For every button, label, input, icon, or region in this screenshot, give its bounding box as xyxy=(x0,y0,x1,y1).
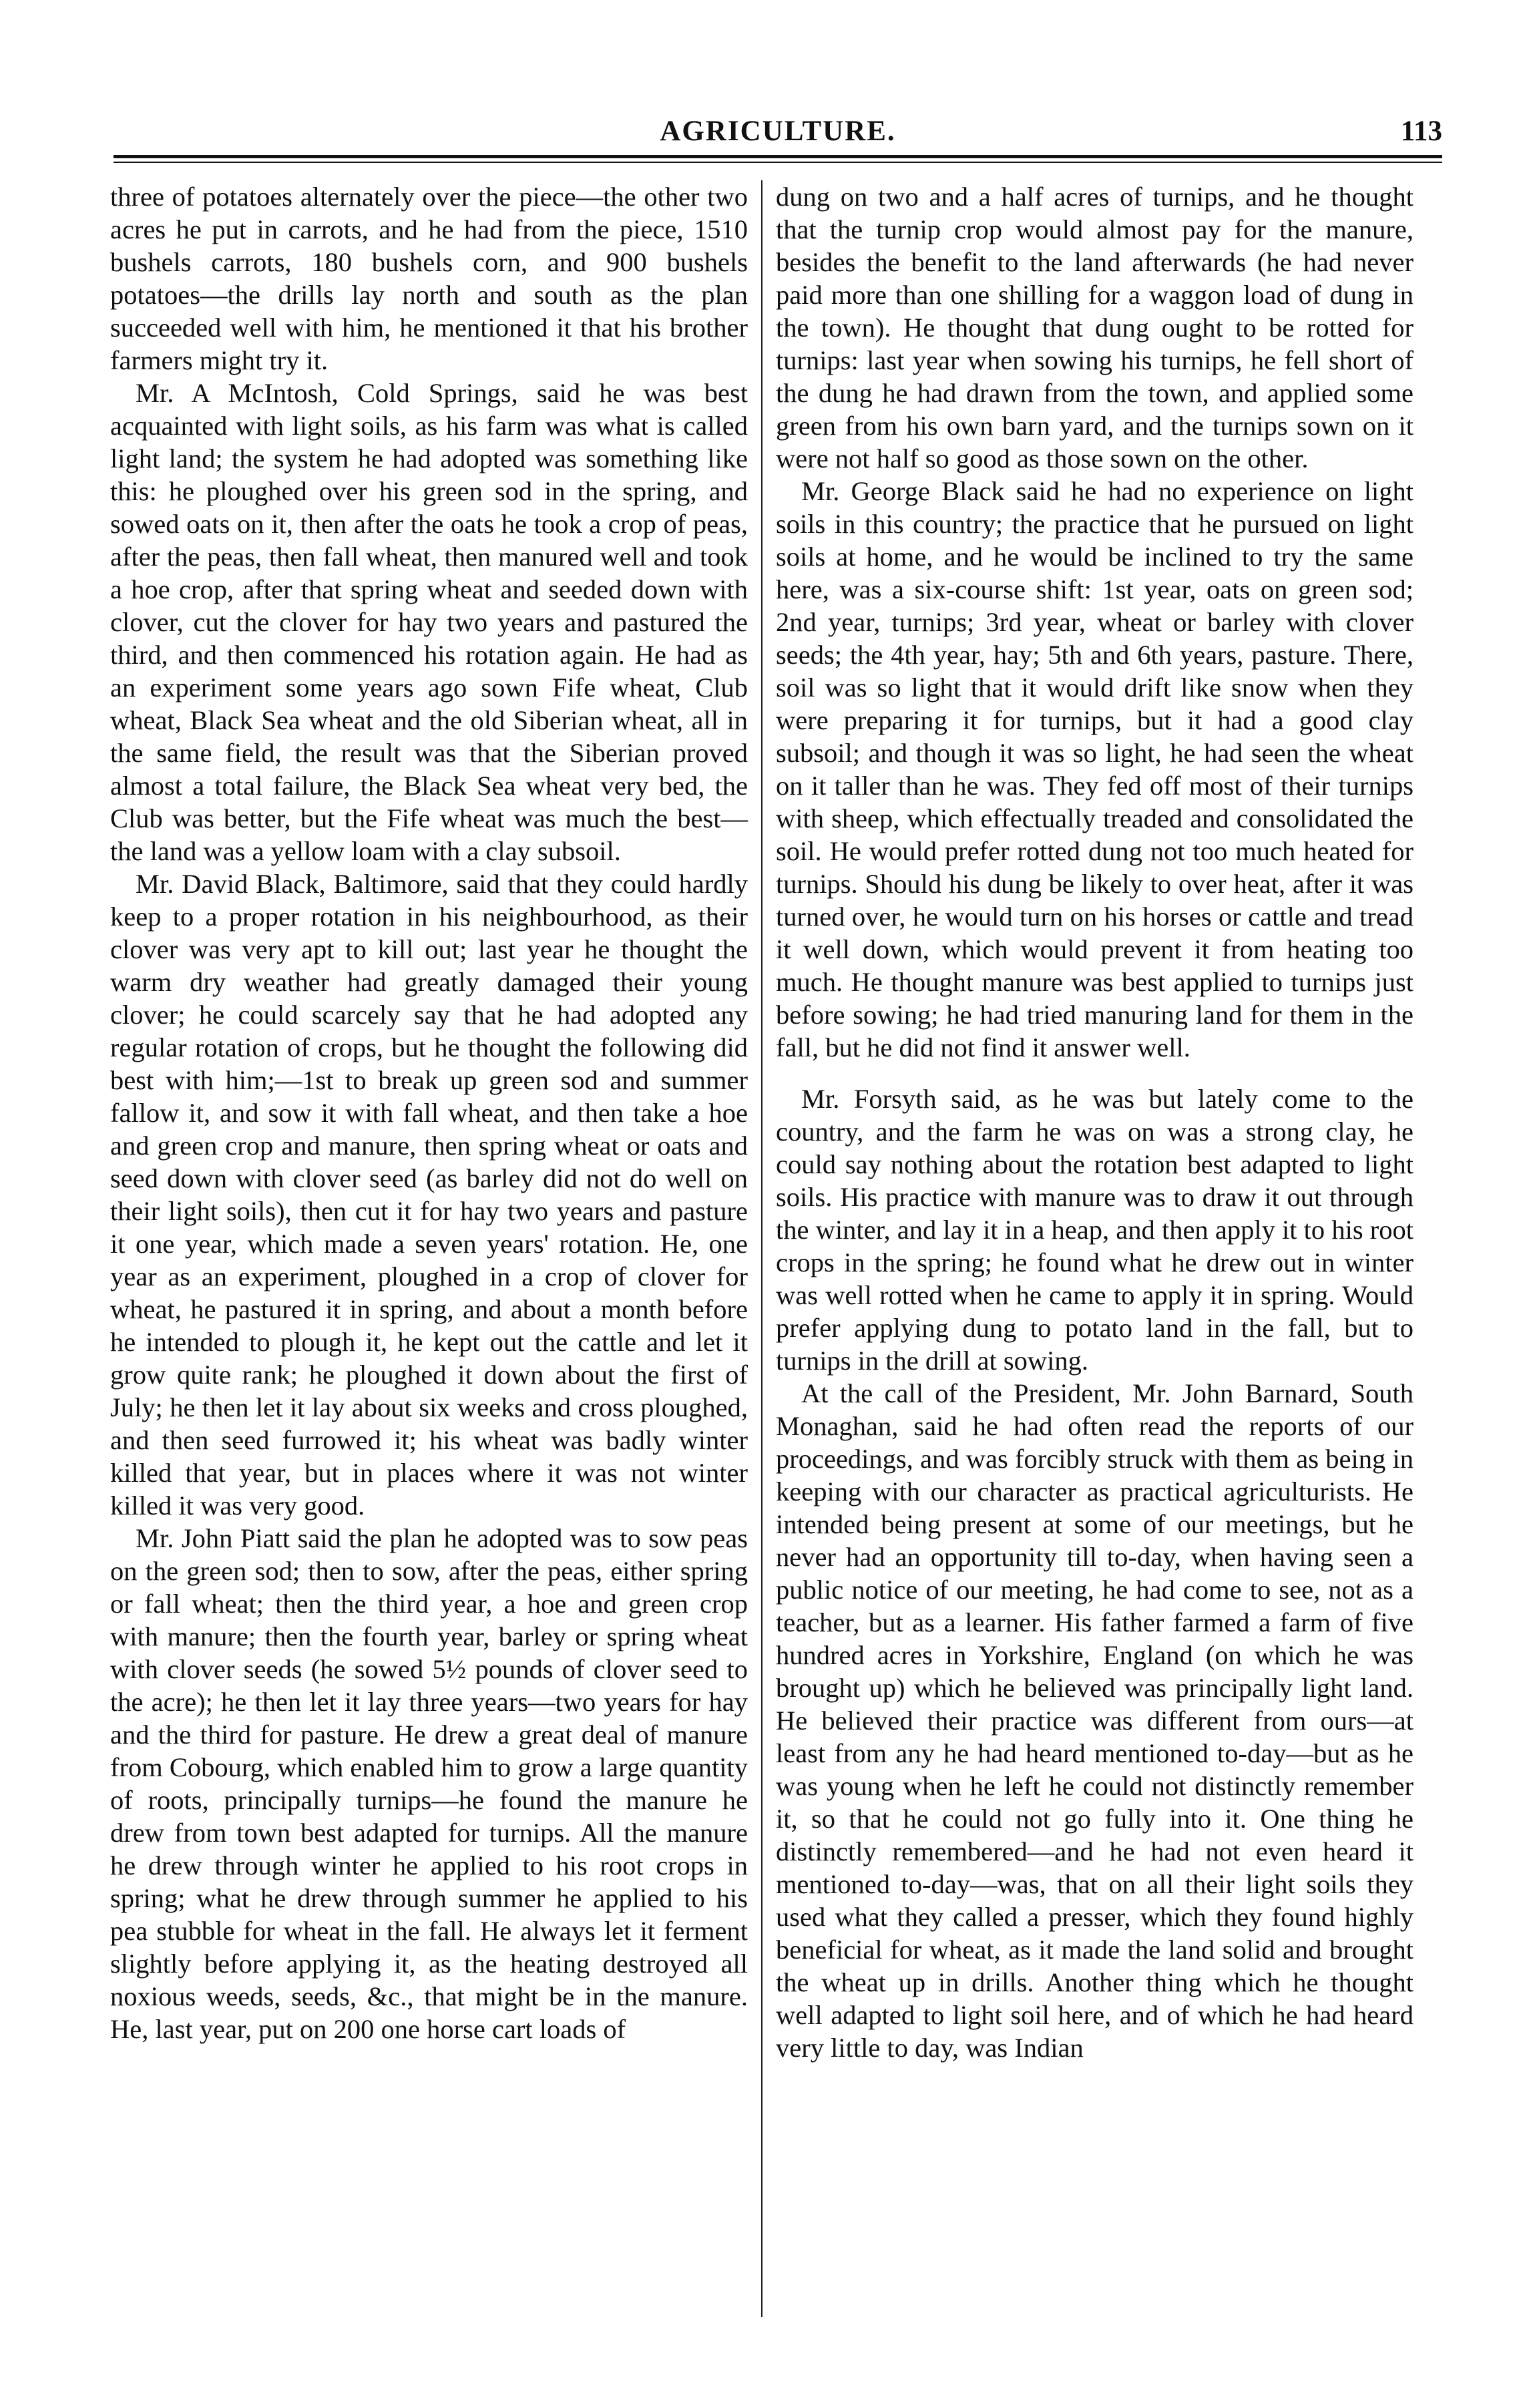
running-head: AGRICULTURE. xyxy=(660,116,896,147)
left-column xyxy=(110,180,748,2045)
paragraph-forsyth: Mr. Forsyth said, as he was but lately come to the country, and the farm he was on was a strong clay, he could say nothing about the rotation best adapted to light soils. His practice with manure was to draw it out through the winter, and lay it in a heap, and then apply it to his root crops in the spring; he found what he drew out in winter was well rotted when he came to apply it in spring. Would prefer applying dung to potato land in the fall, but to turnips in the drill at sowing. xyxy=(776,1084,1413,1376)
header-rule-thin xyxy=(114,162,1442,163)
paragraph-mcintosh: Mr. A McIntosh, Cold Springs, said he was best acquainted with light soils, as his farm was what is called light land; the system he had adopted was something like this: he ploughed over his green sod in the spring, and sowed oats on it, then after the oats he took a crop of peas, after the peas, then fall wheat, then manured well and took a hoe crop, after that spring wheat and seeded down with clover, cut the clover for hay two years and pastured the third, and then commenced his rotation again. He had as an experiment some years ago sown Fife wheat, Club wheat, Black Sea wheat and the old Siberian wheat, all in the same field, the result was that the Siberian proved almost a total failure, the Black Sea wheat very bed, the Club was better, but the Fife wheat was much the best—the land was a yellow loam with a clay subsoil. xyxy=(110,378,748,866)
paragraph-john-barnard: At the call of the President, Mr. John Barnard, South Monaghan, said he had often read the reports of our proceedings, and was forcibly struck with them as being in keeping with our character as practical agriculturists. He intended being present at some of our meetings, but he never had an opportunity till to-day, when having seen a public notice of our meeting, he had come to see, not as a teacher, but as a learner. His father farmed a farm of five hundred acres in Yorkshire, England (on which he was brought up) which he believed was principally light land. He believed their practice was different from ours—at least from any he had heard mentioned to-day—but as he was young when he left he could not distinctly remember it, so that he could not go fully into it. One thing he distinctly remembered—and he had not even heard it mentioned to-day—was, that on all their light soils they used what they called a presser, which they found highly beneficial for wheat, as it made the land solid and brought the wheat up in drills. Another thing which he thought well adapted to light soil here, and of which he had heard very little to day, was Indian xyxy=(776,1378,1413,2063)
page-header xyxy=(114,115,1442,158)
column-divider xyxy=(761,180,763,2317)
header-rule-thick xyxy=(114,155,1442,158)
page-number: 113 xyxy=(1400,116,1442,147)
paragraph-dung-continuation: dung on two and a half acres of turnips, and he thought that the turnip crop would almost pay for the manure, besides the benefit to the land afterwards (he had never paid more than one shilling for a waggon load of dung in the town). He thought that dung ought to be rotted for turnips: last year when sowing his turnips, he fell short of the dung he had drawn from the town, and applied some green from his own barn yard, and the turnips sown on it were not half so good as those sown on the other. xyxy=(776,182,1413,473)
paragraph-george-black: Mr. George Black said he had no experience on light soils in this country; the practice that he pursued on light soils at home, and he would be inclined to try the same here, was a six-course shift: 1st year, oats on green sod; 2nd year, turnips; 3rd year, wheat or barley with clover seeds; the 4th year, hay; 5th and 6th years, pasture. There, soil was so light that it would drift like snow when they were preparing it for turnips, but it had a good clay subsoil; and though it was so light, he had seen the wheat on it taller than he was. They fed off most of their turnips with sheep, which effectually treaded and consolidated the soil. He would prefer rotted dung not too much heated for turnips. Should his dung be likely to over heat, after it was turned over, he would turn on his horses or cattle and tread it well down, which would prevent it from heating too much. He thought manure was best applied to turnips just before sowing; he had tried manuring land for them in the fall, but he did not find it answer well. xyxy=(776,476,1413,1062)
right-column xyxy=(776,180,1413,2064)
paragraph-john-piatt: Mr. John Piatt said the plan he adopted was to sow peas on the green sod; then to sow, after the peas, either spring or fall wheat; then the third year, a hoe and green crop with manure; then the fourth year, barley or spring wheat with clover seeds (he sowed 5½ pounds of clover seed to the acre); he then let it lay three years—two years for hay and the third for pasture. He drew a great deal of manure from Cobourg, which enabled him to grow a large quantity of roots, principally turnips—he found the manure he drew from town best adapted for turnips. All the manure he drew through winter he applied to his root crops in spring; what he drew through summer he applied to his pea stubble for wheat in the fall. He always let it ferment slightly before applying it, as the heating destroyed all noxious weeds, seeds, &c., that might be in the manure. He, last year, put on 200 one horse cart loads of xyxy=(110,1523,748,2044)
paragraph-david-black: Mr. David Black, Baltimore, said that they could hardly keep to a proper rotation in his neighbourhood, as their clover was very apt to kill out; last year he thought the warm dry weather had greatly damaged their young clover; he could scarcely say that he had adopted any regular rotation of crops, but he thought the following did best with him;—1st to break up green sod and summer fallow it, and sow it with fall wheat, and then take a hoe and green crop and manure, then spring wheat or oats and seed down with clover seed (as barley did not do well on their light soils), then cut it for hay two years and pasture it one year, which made a seven years' rotation. He, one year as an experiment, ploughed in a crop of clover for wheat, he pastured it in spring, and about a month before he intended to plough it, he kept out the cattle and let it grow quite rank; he ploughed it down about the first of July; he then let it lay about six weeks and cross ploughed, and then seed furrowed it; his wheat was badly winter killed that year, but in places where it was not winter killed it was very good. xyxy=(110,869,748,1521)
paragraph-potatoes-continuation: three of potatoes alternately over the piece—the other two acres he put in carrots, and he had from the piece, 1510 bushels carrots, 180 bushels corn, and 900 bushels potatoes—the drills lay north and south as the plan succeeded well with him, he mentioned it that his brother farmers might try it. xyxy=(110,182,748,375)
